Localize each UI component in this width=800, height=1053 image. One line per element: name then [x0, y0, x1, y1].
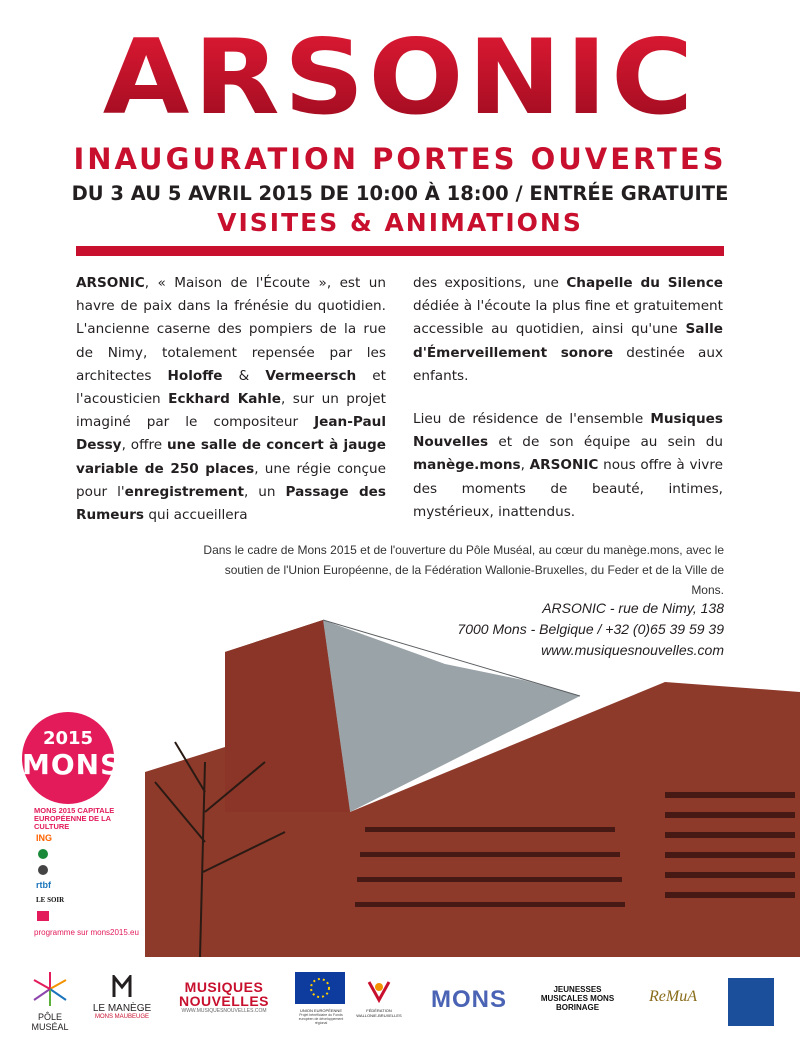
sponsor-logo-6 [36, 910, 50, 924]
address-phone: 7000 Mons - Belgique / +32 (0)65 39 59 39 [457, 621, 724, 637]
le-manege-logo: LE MANÈGE MONS MAUBEUGE [92, 975, 152, 1020]
mons-city-logo: MONS [431, 986, 507, 1013]
address-website[interactable]: www.musiquesnouvelles.com [541, 642, 724, 658]
pole-museal-icon [30, 970, 70, 1008]
federation-logo: FÉDÉRATION WALLONIE-BRUXELLES [355, 978, 403, 1018]
orchestre-logo [728, 978, 774, 1026]
programme-link[interactable]: programme sur mons2015.eu [34, 928, 139, 937]
federation-icon [355, 978, 403, 1004]
manege-icon [92, 975, 152, 999]
capitale-culture-label: MONS 2015 CAPITALE EUROPÉENNE DE LA CULTURE [34, 806, 115, 831]
event-tagline: VISITES & ANIMATIONS [217, 208, 583, 237]
address-street: ARSONIC - rue de Nimy, 138 [542, 600, 724, 616]
building-photo [145, 612, 800, 957]
header-divider [76, 246, 724, 256]
body-left-column: ARSONIC, « Maison de l'Écoute », est un havre de paix dans la frénésie du quotidien. L'ancienne caserne des pompiers de la rue de Nimy, totalement repensée par les architectes Holoffe & Vermeersch et l'acousticien Eckhard Kahle, sur un projet imaginé par le compositeur Jean-Paul Dessy, offre une salle de concert à jauge variable de 250 places, une régie conçue pour l'enregistrement, un Passage des Rumeurs qui accueillera [76, 275, 386, 524]
context-note: Dans le cadre de Mons 2015 et de l'ouverture du Pôle Muséal, au cœur du manège.mons, avec le soutien de l'Union Européenne, de la Fédération Wallonie-Bruxelles, du Feder et de la Ville de Mons. [203, 543, 724, 597]
sponsor-ing-logo: ING [36, 833, 53, 843]
address-block [300, 598, 724, 661]
eu-flag-icon [295, 972, 345, 1004]
pole-museal-logo: PÔLE MUSÉAL [30, 970, 70, 1032]
musiques-nouvelles-logo: MUSIQUES NOUVELLES WWW.MUSIQUESNOUVELLES.COM [178, 979, 270, 1014]
jeunesses-musicales-logo: JEUNESSES MUSICALES MONS BORINAGE [540, 985, 615, 1012]
remua-logo: ReMuA [649, 988, 697, 1005]
sponsor-rtbf-logo: rtbf [36, 880, 51, 890]
sponsor-logo-3 [36, 864, 50, 878]
eu-logo: UNION EUROPÉENNE Projet bénéficiaire du Fonds européen de développement régional [295, 972, 347, 1025]
body-right-column: des expositions, une Chapelle du Silence dédiée à l'écoute la plus fine et gratuitement accessible au quotidien, ainsi qu'une Salle d'Émerveillement sonore destinée aux enfants. Lieu de résidence de l'ensemble Musiques Nouvelles et de son équipe au sein du manège.mons, ARSONIC nous offre à vivre des moments de beauté, intimes, mystérieux, inattendus. [413, 275, 723, 520]
event-subtitle: INAUGURATION PORTES OUVERTES [73, 142, 727, 176]
event-dates: DU 3 AU 5 AVRIL 2015 DE 10:00 À 18:00 / ENTRÉE GRATUITE [71, 182, 729, 205]
sponsor-lesoir-logo: LE SOIR [36, 896, 65, 904]
mons2015-logo: 2015 MONS [22, 712, 114, 804]
poster-title: ARSONIC [0, 23, 800, 133]
sponsor-logo-2 [36, 848, 50, 862]
